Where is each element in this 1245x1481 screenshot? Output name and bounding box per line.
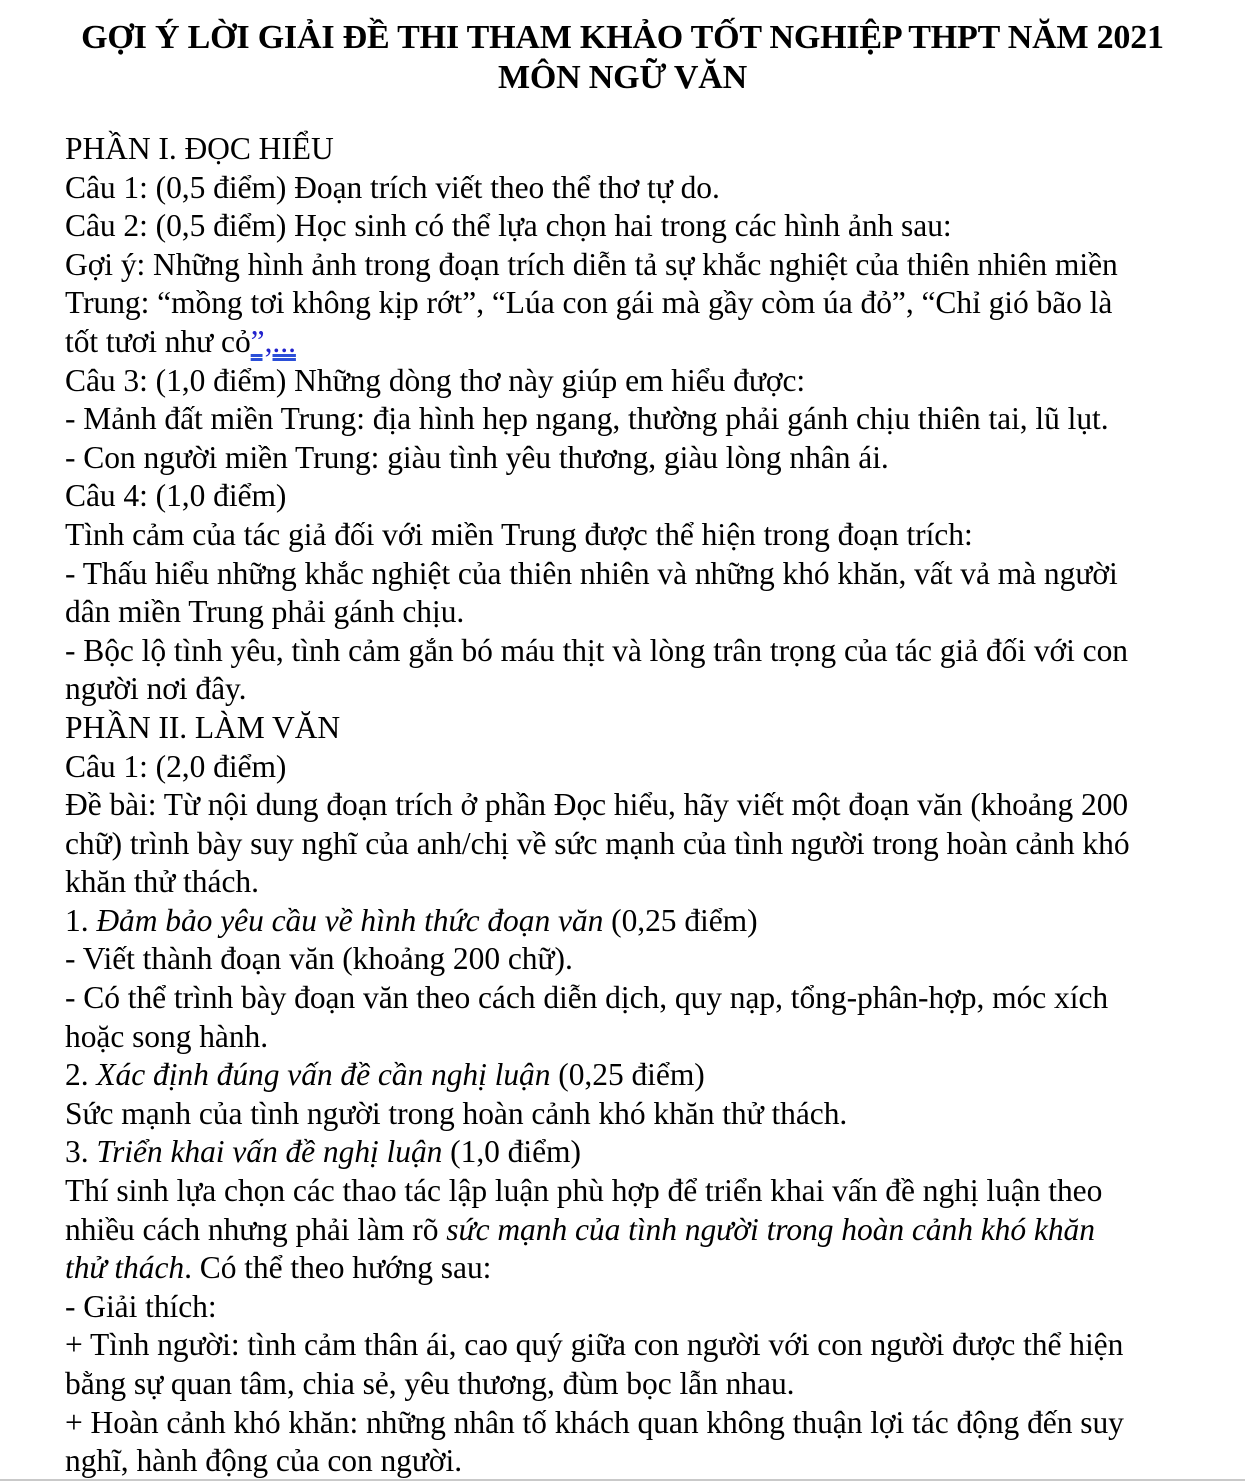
part1-cau4-bullet-2a: - Bộc lộ tình yêu, tình cảm gắn bó máu thịt và lòng trân trọng của tác giả đối với con [65, 632, 1128, 668]
part2-item3-explain-1: - Giải thích: [65, 1288, 217, 1324]
part2-cau1-label: Câu 1: (2,0 điểm) [65, 748, 287, 784]
item2-italic-title: Xác định đúng vấn đề cần nghị luận [96, 1057, 551, 1093]
item2-number: 2. [65, 1057, 97, 1093]
item2-score: (0,25 điểm) [550, 1057, 705, 1093]
document-body [65, 130, 1195, 1481]
document-title [0, 0, 1245, 98]
part1-quote-tail-line [65, 323, 1195, 362]
item3-italic-title: Triển khai vấn đề nghị luận [96, 1134, 443, 1170]
part2-item2-sub-1: Sức mạnh của tình người trong hoàn cảnh khó khăn thử thách. [65, 1095, 848, 1131]
part2-de-bai-1: Đề bài: Từ nội dung đoạn trích ở phần Đọc hiểu, hãy viết một đoạn văn (khoảng 200 [65, 787, 1129, 823]
part2-item1-sub-1: - Viết thành đoạn văn (khoảng 200 chữ). [65, 941, 573, 977]
part2-item3-explain-3: bằng sự quan tâm, chia sẻ, yêu thương, đùm bọc lẫn nhau. [65, 1366, 795, 1401]
part2-item1-sub-2: - Có thể trình bày đoạn văn theo cách diễn dịch, quy nạp, tổng-phân-hợp, móc xích [65, 980, 1109, 1016]
part2-heading: PHẦN II. LÀM VĂN [65, 709, 341, 745]
part2-de-bai-3: khăn thử thách. [65, 864, 259, 900]
part2-de-bai-2: chữ) trình bày suy nghĩ của anh/chị về sức mạnh của tình người trong hoàn cảnh khó [65, 825, 1130, 861]
part1-cau3: Câu 3: (1,0 điểm) Những dòng thơ này giúp em hiểu được: [65, 362, 806, 398]
part2-item3-explain-5: nghĩ, hành động của con người. [65, 1443, 463, 1479]
part1-quote-line: Trung: “mồng tơi không kịp rớt”, “Lúa con gái mà gầy còm úa đỏ”, “Chỉ gió bão là [65, 285, 1113, 321]
part2-item3-explain-4: + Hoàn cảnh khó khăn: những nhân tố khách quan không thuận lợi tác động đến suy [65, 1404, 1124, 1440]
part2-item3-body-2 [65, 1211, 1195, 1250]
item3-score: (1,0 điểm) [442, 1134, 581, 1170]
part2-item3-heading [65, 1133, 1195, 1172]
item3-body2-upright: nhiều cách nhưng phải làm rõ [65, 1211, 447, 1247]
part1-goi-y: Gợi ý: Những hình ảnh trong đoạn trích diễn tả sự khắc nghiệt của thiên nhiên miền [65, 246, 1118, 282]
part1-cau1: Câu 1: (0,5 điểm) Đoạn trích viết theo thể thơ tự do. [65, 169, 720, 205]
spellcheck-fragment[interactable]: ”,... [250, 323, 296, 359]
quote-tail-text: tốt tươi như cỏ [65, 323, 251, 359]
item3-body3-italic: thử thách [65, 1250, 185, 1286]
title-line-2: MÔN NGỮ VĂN [498, 59, 747, 96]
item3-body2-italic: sức mạnh của tình người trong hoàn cảnh khó khăn [446, 1211, 1095, 1247]
part1-heading: PHẦN I. ĐỌC HIỂU [65, 131, 334, 166]
item1-italic-title: Đảm bảo yêu cầu về hình thức đoạn văn [96, 902, 604, 938]
part2-item3-body-3 [65, 1249, 1195, 1288]
part2-item3-body-1: Thí sinh lựa chọn các thao tác lập luận phù hợp để triển khai vấn đề nghị luận theo [65, 1173, 1103, 1209]
item1-number: 1. [65, 902, 97, 938]
part1-cau4-bullet-2b: người nơi đây. [65, 671, 247, 707]
part2-item1-sub-3: hoặc song hành. [65, 1018, 269, 1054]
item3-number: 3. [65, 1134, 97, 1170]
part1-cau3-bullet-2: - Con người miền Trung: giàu tình yêu thương, giàu lòng nhân ái. [65, 439, 889, 475]
part2-item3-explain-2: + Tình người: tình cảm thân ái, cao quý giữa con người với con người được thể hiện [65, 1327, 1124, 1363]
part1-cau4: Câu 4: (1,0 điểm) [65, 478, 287, 514]
part1-cau3-bullet-1: - Mảnh đất miền Trung: địa hình hẹp ngang, thường phải gánh chịu thiên tai, lũ lụt. [65, 401, 1109, 437]
title-line-1: GỢI Ý LỜI GIẢI ĐỀ THI THAM KHẢO TỐT NGHIỆP THPT NĂM 2021 [81, 19, 1164, 56]
part1-cau4-bullet-1b: dân miền Trung phải gánh chịu. [65, 594, 465, 630]
part1-cau2: Câu 2: (0,5 điểm) Học sinh có thể lựa chọn hai trong các hình ảnh sau: [65, 208, 952, 244]
part1-cau4-bullet-1a: - Thấu hiểu những khắc nghiệt của thiên nhiên và những khó khăn, vất vả mà người [65, 555, 1118, 591]
item1-score: (0,25 điểm) [603, 902, 758, 938]
part2-item1-heading [65, 902, 1195, 941]
part1-cau4-intro: Tình cảm của tác giả đối với miền Trung được thể hiện trong đoạn trích: [65, 516, 973, 552]
item3-body3-upright: . Có thể theo hướng sau: [184, 1250, 492, 1286]
part2-item2-heading [65, 1056, 1195, 1095]
